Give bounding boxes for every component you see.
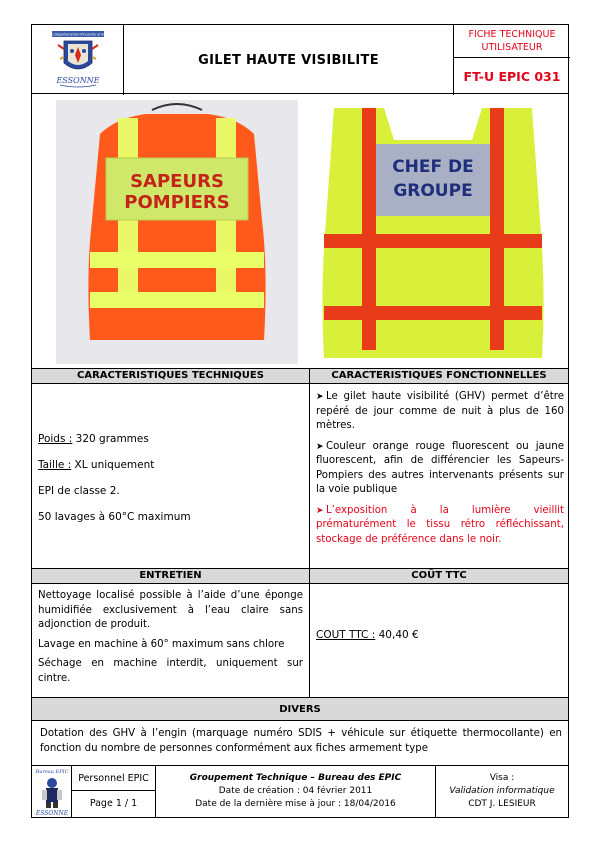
orange-vest-image	[56, 100, 298, 364]
footer-staff: Personnel EPIC	[72, 766, 155, 791]
cost-heading: COÛT TTC	[310, 569, 568, 584]
maintenance	[32, 569, 310, 697]
photo-region	[31, 94, 569, 369]
orange-vest-label-1: SAPEURS	[130, 171, 224, 192]
functional-characteristics	[310, 369, 568, 568]
epi-class: EPI de classe 2.	[38, 485, 120, 497]
technical-list	[32, 384, 309, 525]
document-footer	[31, 765, 569, 818]
misc-heading-bar	[31, 697, 569, 721]
yellow-vest-label-2: GROUPE	[393, 181, 473, 201]
orange-vest-photo	[56, 100, 298, 364]
maintenance-p3: Séchage en machine interdit, uniquement sur cintre.	[38, 658, 303, 684]
document-type: FICHE TECHNIQUE UTILISATEUR	[454, 25, 570, 58]
footer-org: Groupement Technique – Bureau des EPIC	[189, 773, 402, 783]
logo-essonne-text: ESSONNE	[56, 76, 100, 85]
document-header	[31, 24, 569, 94]
footer-visa-line2: CDT J. LESIEUR	[468, 799, 536, 809]
yellow-vest-image	[314, 100, 552, 364]
functional-bullet-1-text: Le gilet haute visibilité (GHV) permet d’être repéré de jour comme de nuit à plus de 160 mètres.	[316, 391, 564, 431]
size-value: XL uniquement	[71, 459, 155, 471]
sdis-logo	[32, 25, 124, 95]
page-title: GILET HAUTE VISIBILITE	[198, 52, 379, 68]
washes-line: 50 lavages à 60°C maximum	[38, 511, 191, 523]
logo-caption-1: Le Service Départemental d'Incendie et de Secours	[37, 32, 119, 37]
misc-heading: DIVERS	[279, 703, 321, 715]
footer-left	[72, 766, 156, 817]
functional-bullet-2-text: Couleur orange rouge fluorescent ou jaune fluorescent, afin de différencier les Sapeurs-Pompiers des autres intervenants présents sur la voie publique	[316, 440, 564, 495]
size-line	[38, 458, 309, 473]
functional-list	[310, 384, 568, 547]
footer-logo-text: ESSONNE	[35, 810, 69, 817]
cost-label: COUT TTC :	[316, 629, 376, 641]
maintenance-cost-section	[31, 568, 569, 698]
footer-updated: Date de la dernière mise à jour : 18/04/2016	[195, 799, 396, 809]
functional-bullet-2	[316, 440, 564, 498]
arrow-icon: ➤	[316, 505, 324, 516]
footer-center	[156, 766, 436, 817]
title-cell	[124, 25, 454, 95]
cost	[310, 569, 568, 697]
sdis-crest-icon	[32, 25, 124, 95]
bureau-epic-label: Bureau EPIC	[35, 769, 69, 775]
functional-bullet-1	[316, 390, 564, 434]
orange-vest-label-2: POMPIERS	[124, 192, 230, 213]
bureau-epic-icon	[32, 766, 72, 817]
maintenance-heading: ENTRETIEN	[32, 569, 309, 584]
weight-label: Poids :	[38, 433, 73, 445]
size-label: Taille :	[38, 459, 72, 471]
functional-bullet-3	[316, 504, 564, 548]
technical-heading: CARACTERISTIQUES TECHNIQUES	[32, 369, 309, 384]
footer-page: Page 1 / 1	[89, 798, 138, 809]
footer-visa	[436, 766, 568, 817]
arrow-icon: ➤	[316, 392, 324, 402]
maintenance-p2: Lavage en machine à 60° maximum sans chlore	[38, 638, 285, 650]
functional-heading: CARACTERISTIQUES FONCTIONNELLES	[310, 369, 568, 384]
technical-characteristics	[32, 369, 310, 568]
yellow-vest-photo	[314, 100, 552, 364]
yellow-vest-label-1: CHEF DE	[392, 157, 474, 177]
functional-bullet-3-text: L’exposition à la lumière vieillit prématurément le tissu rétro réfléchissant, stockage de préférence dans le noir.	[316, 504, 564, 545]
footer-created: Date de création : 04 février 2011	[218, 786, 373, 796]
cost-value: 40,40 €	[375, 629, 419, 641]
footer-visa-title: Visa :	[489, 773, 515, 783]
footer-visa-line1: Validation informatique	[449, 786, 555, 796]
misc-text: Dotation des GHV à l’engin (marquage numéro SDIS + véhicule sur étiquette thermocollante) en fonction du nombre de personnes conformément aux fiches armement type	[40, 728, 562, 754]
weight-line	[38, 432, 309, 447]
weight-value: 320 grammes	[72, 433, 149, 445]
cost-line	[310, 584, 568, 643]
bureau-logo	[32, 766, 72, 817]
maintenance-p1: Nettoyage localisé possible à l’aide d’une éponge humidifiée exclusivement à l’eau claire sans adjonction de produit.	[38, 590, 303, 630]
document-code: FT-U EPIC 031	[463, 69, 561, 84]
maintenance-text	[32, 584, 309, 686]
arrow-icon: ➤	[316, 441, 324, 452]
misc-body	[31, 721, 569, 765]
characteristics-section	[31, 369, 569, 569]
